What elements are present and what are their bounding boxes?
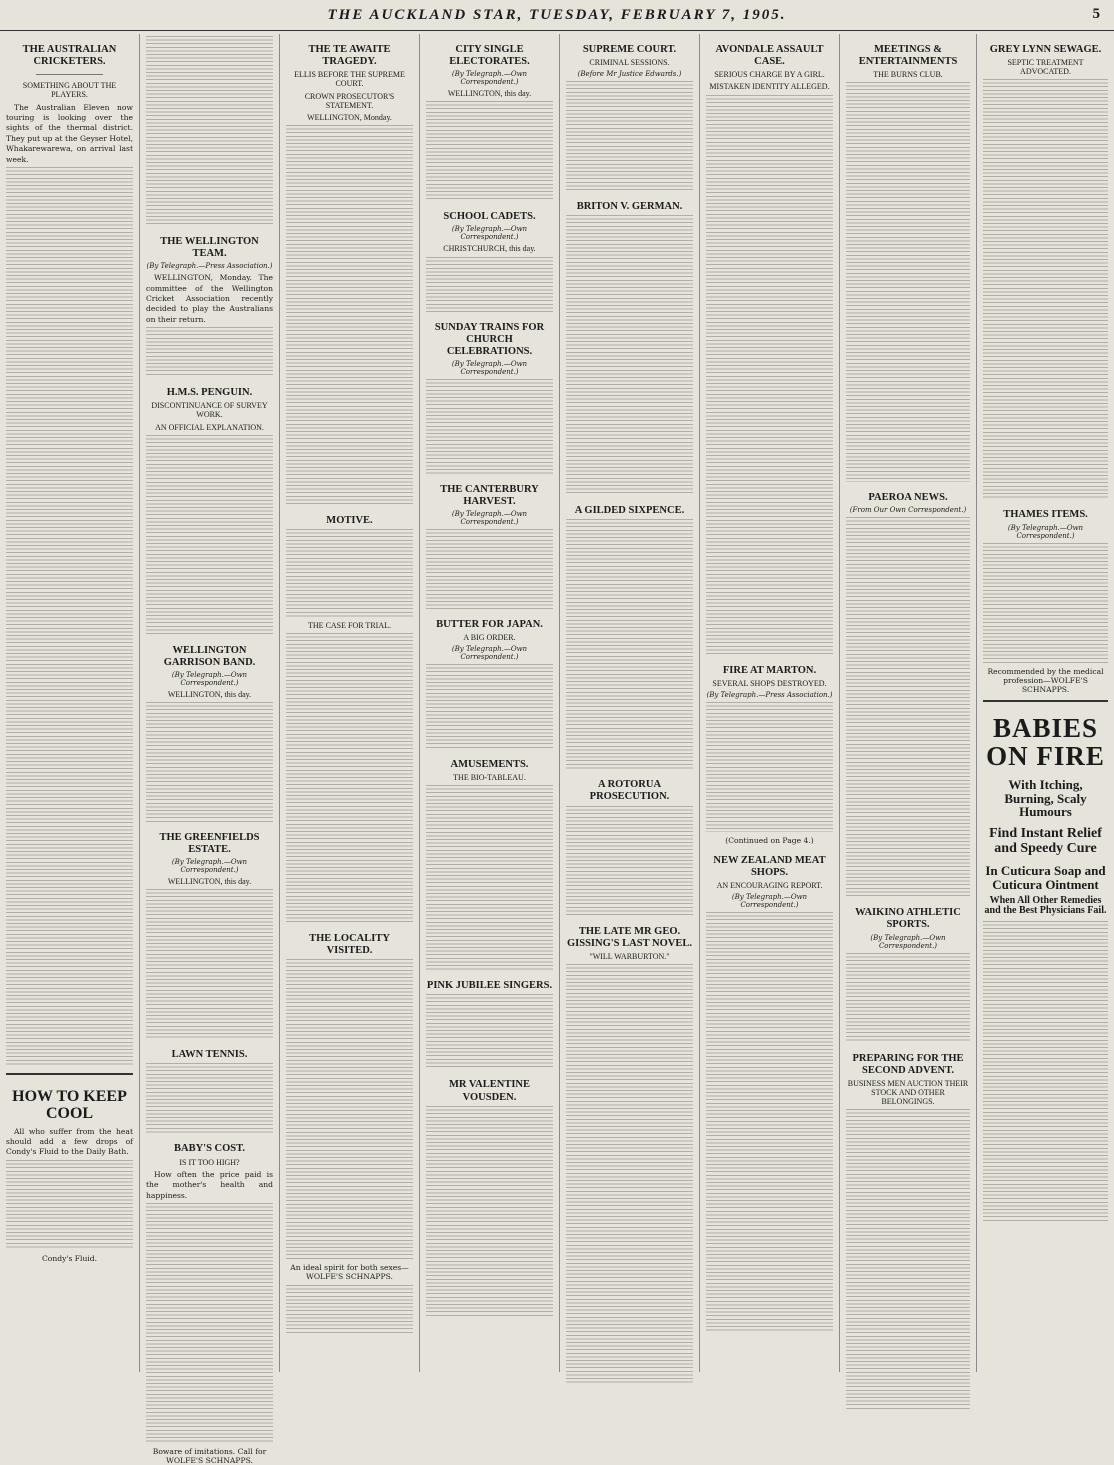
article-heading: A GILDED SIXPENCE. [574,505,685,517]
article-telegraph-line: (By Telegraph.—Own Correspondent.) [731,893,808,910]
article-subheading-2: CROWN PROSECUTOR'S STATEMENT. [304,91,395,110]
article-heading: WELLINGTON GARRISON BAND. [163,644,256,668]
article-heading: THE AUSTRALIAN CRICKETERS. [22,44,117,68]
article-footer: Recommended by the medical profession—WOLFE'S SCHNAPPS. [987,666,1104,694]
masthead-title: THE AUCKLAND STAR, TUESDAY, FEBRUARY 7, 1905. [327,6,787,23]
column-6 [700,34,840,1372]
article-heading: CITY SINGLE ELECTORATES. [449,44,530,68]
article-subheading: BUSINESS MEN AUCTION THEIR STOCK AND OTHER BELONGINGS. [847,1078,969,1106]
article-subheading: IS IT TOO HIGH? [179,1157,240,1167]
advert-line: In Cuticura Soap and Cuticura Ointment [985,863,1106,893]
article-telegraph-line: (By Telegraph.—Own Correspondent.) [870,933,946,950]
article-telegraph-line: (By Telegraph.—Own Correspondent.) [451,70,528,87]
article-body-text [706,95,833,655]
advert-line: With Itching, Burning, Scaly Humours [1004,777,1087,820]
continued-body-text [146,36,273,226]
article-heading: FIRE AT MARTON. [722,664,817,676]
article-lead: AN OFFICIAL EXPLANATION. [155,422,264,432]
article-heading: MEETINGS & ENTERTAINMENTS [858,44,958,68]
article-telegraph-line: (By Telegraph.—Own Correspondent.) [451,225,528,242]
advert-line: Find Instant Relief and Speedy Cure [989,826,1102,856]
column-2 [140,34,280,1465]
article-heading: GREY LYNN SEWAGE. [989,44,1102,55]
article-heading: THAMES ITEMS. [1003,509,1088,521]
article-subheading: THE BIO-TABLEAU. [453,773,526,783]
article-heading: THE TE AWAITE TRAGEDY. [308,44,391,68]
article-subheading: "WILL WARBURTON." [589,951,670,961]
article-body-text [426,785,553,970]
article-subheading: ELLIS BEFORE THE SUPREME COURT. [294,70,405,89]
article-subheading: THE BURNS CLUB. [873,70,943,80]
article-footer: Boware of imitations. Call for WOLFE'S SCHNAPPS. [152,1446,267,1465]
article-heading: THE LATE MR GEO. GISSING'S LAST NOVEL. [567,925,692,949]
article-body-text [146,1063,273,1133]
article-body-text [846,1109,970,1409]
column-3 [280,34,420,1372]
article-heading: SUNDAY TRAINS FOR CHURCH CELEBRATIONS. [434,321,545,357]
article-subheading: SEVERAL SHOPS DESTROYED. [712,678,827,688]
advert-body-text [983,921,1108,1221]
article-heading: SCHOOL CADETS. [443,211,536,223]
article-telegraph-line: (By Telegraph.—Press Association.) [146,262,273,271]
article-body-text [566,215,693,495]
article-body-text [706,702,833,832]
article-heading: A ROTORUA PROSECUTION. [589,779,670,803]
article-lead: How often the price paid is the mother's health and happiness. [146,1169,273,1200]
article-heading: MR VALENTINE VOUSDEN. [448,1079,530,1103]
article-dateline: WELLINGTON, Monday. [307,112,392,122]
article-heading: PAEROA NEWS. [868,492,948,504]
article-heading: PREPARING FOR THE SECOND ADVENT. [852,1052,964,1076]
article-body-text [286,1285,413,1335]
advert-text: All who suffer from the heat should add a few drops of Condy's Fluid to the Daily Bath. [6,1126,133,1157]
article-lead: WELLINGTON, Monday. The committee of the Wellington Cricket Association recently decided to play the Australians on their return. [146,273,273,324]
continued-note: (Continued on Page 4.) [725,835,814,845]
advert-line: When All Other Remedies and the Best Physicians Fail. [984,894,1107,917]
article-subheading: CRIMINAL SESSIONS. [589,58,670,68]
column-7 [840,34,977,1372]
article-subheading-2: MISTAKEN IDENTITY ALLEGED. [709,82,830,92]
article-body-text [426,1106,553,1316]
article-telegraph-line: (Before Mr Justice Edwards.) [577,70,682,79]
column-rule [36,74,103,75]
article-body-text [983,543,1108,663]
article-body-text [566,806,693,916]
column-4 [420,34,560,1372]
article-heading: AVONDALE ASSAULT CASE. [715,44,824,68]
article-dateline: WELLINGTON, this day. [167,877,252,887]
article-subheading: THE CASE FOR TRIAL. [308,621,391,631]
article-body-text [286,959,413,1259]
article-body-text [426,379,553,474]
article-body-text [146,1203,273,1443]
article-telegraph-line: (By Telegraph.—Own Correspondent.) [171,858,248,875]
article-heading: NEW ZEALAND MEAT SHOPS. [713,854,826,878]
article-telegraph-line: (By Telegraph.—Own Correspondent.) [451,509,528,526]
article-heading: THE CANTERBURY HARVEST. [440,483,539,507]
article-heading: THE GREENFIELDS ESTATE. [159,832,260,856]
article-heading: BABY'S COST. [174,1143,245,1155]
article-subheading: SEPTIC TREATMENT ADVOCATED. [1007,58,1084,77]
article-dateline: WELLINGTON, this day. [167,689,252,699]
article-body-text [426,664,553,749]
article-body-text [426,529,553,609]
article-subheading: AN ENCOURAGING REPORT. [716,880,823,890]
article-body-text [566,81,693,191]
page-number: 5 [1092,6,1100,22]
article-telegraph-line: (By Telegraph.—Own Correspondent.) [451,645,528,662]
article-body-text [983,79,1108,499]
article-telegraph-line: (By Telegraph.—Own Correspondent.) [451,359,528,376]
column-8 [977,34,1114,1372]
article-body-text [426,257,553,312]
advert-body-text [6,1160,133,1250]
article-body-text [146,889,273,1039]
article-heading: SUPREME COURT. [582,44,677,55]
advert-signature: Condy's Fluid. [41,1253,98,1263]
article-body-text [426,994,553,1069]
article-subheading: SERIOUS CHARGE BY A GIRL. [714,70,825,80]
article-heading: WAIKINO ATHLETIC SPORTS. [855,907,961,931]
article-body-text [426,101,553,201]
masthead [0,0,1114,31]
column-1 [0,34,140,1372]
article-body-text [706,912,833,1332]
article-telegraph-line: (From Our Own Correspondent.) [849,506,967,515]
article-heading: AMUSEMENTS. [450,759,529,771]
article-heading: H.M.S. PENGUIN. [166,387,253,399]
article-heading: THE LOCALITY VISITED. [309,933,390,957]
article-telegraph-line: (By Telegraph.—Own Correspondent.) [1007,523,1084,540]
cuticura-advert [983,700,1108,1221]
article-telegraph-line: (By Telegraph.—Press Association.) [706,690,833,699]
article-heading: THE WELLINGTON TEAM. [160,236,259,260]
article-footer: An ideal spirit for both sexes—WOLFE'S SCHNAPPS. [290,1263,409,1282]
article-body-text [566,519,693,769]
article-body-text [846,82,970,482]
article-body-text [146,702,273,822]
article-body-text [846,953,970,1043]
article-body-text [286,633,413,923]
article-lead: The Australian Eleven now touring is looking over the sights of the thermal district. They put up at the Geyser Hotel, Whakarewarewa, on arrival last week. [6,102,133,164]
article-dateline: CHRISTCHURCH, this day. [443,244,536,254]
article-subheading: SOMETHING ABOUT THE PLAYERS. [22,81,117,100]
article-body-text [286,529,413,619]
article-body-text [6,167,133,1067]
condys-fluid-advert [6,1073,133,1263]
article-heading: BRITON V. GERMAN. [576,201,683,213]
article-subheading: A BIG ORDER. [463,632,516,642]
article-body-text [846,517,970,897]
article-body-text [566,964,693,1384]
article-telegraph-line: (By Telegraph.—Own Correspondent.) [171,670,248,687]
article-body-text [146,327,273,377]
article-dateline: WELLINGTON, this day. [447,89,532,99]
advert-heading: HOW TO KEEP COOL [12,1087,127,1122]
article-heading: MOTIVE. [326,515,373,527]
column-5 [560,34,700,1372]
article-heading: BUTTER FOR JAPAN. [436,618,543,630]
article-body-text [286,125,413,505]
article-body-text [146,435,273,635]
article-heading: PINK JUBILEE SINGERS. [426,980,553,992]
advert-headline: BABIES ON FIRE [986,712,1105,771]
article-subheading: DISCONTINUANCE OF SURVEY WORK. [151,401,268,420]
article-heading: LAWN TENNIS. [171,1049,248,1061]
